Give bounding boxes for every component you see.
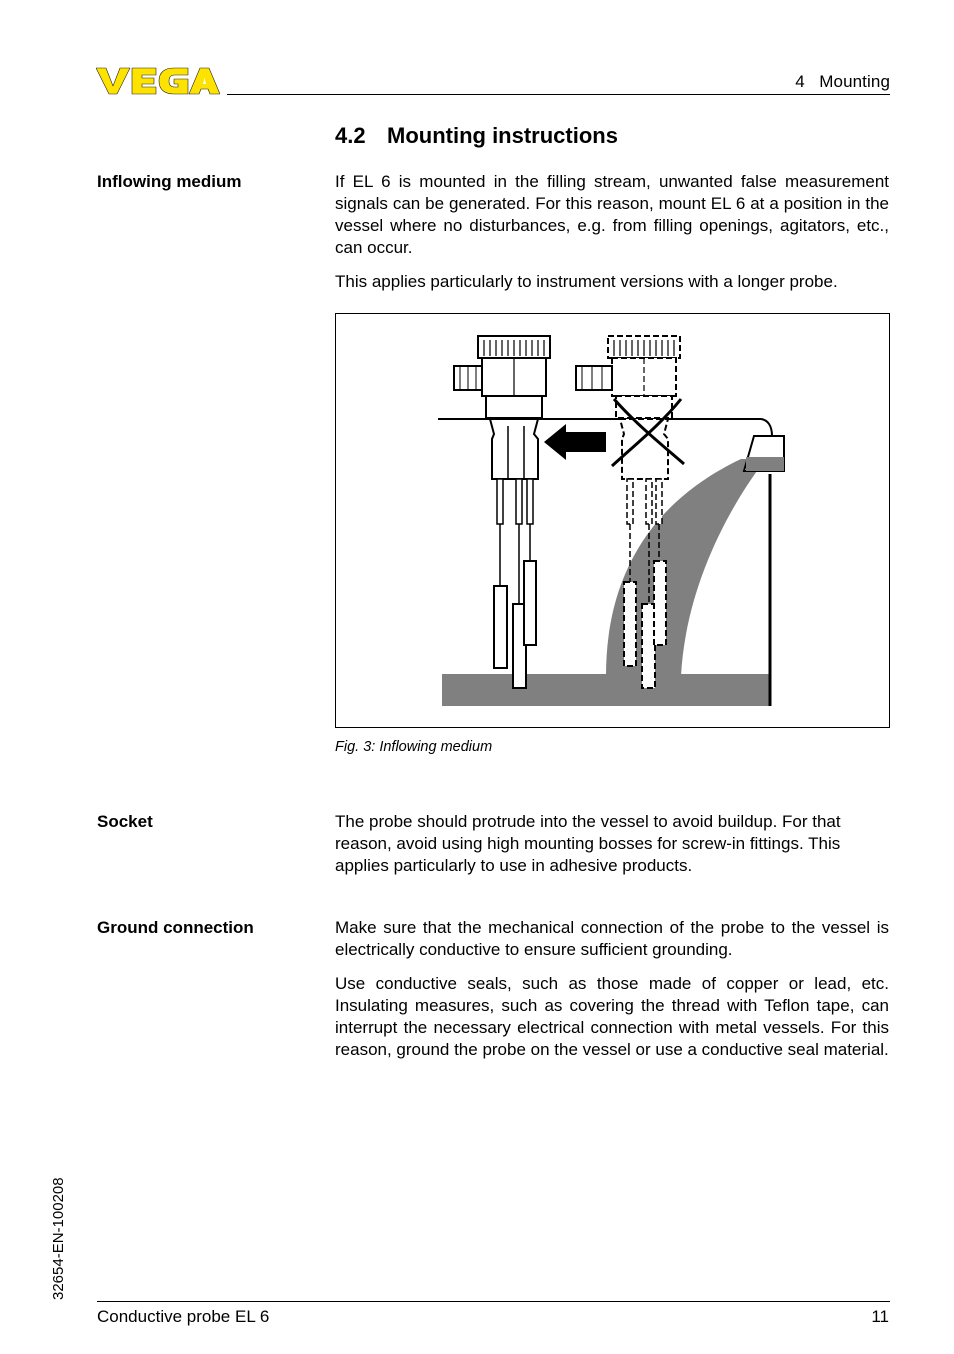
ground-paragraph-1: Make sure that the mechanical connection of the probe to the vessel is electrically conductive to ensure sufficient grounding. bbox=[335, 918, 889, 959]
ground-paragraph-2: Use conductive seals, such as those made of copper or lead, etc. Insulating measures, such as covering the thread with Teflon tape, can interrupt the necessary electrical connection with metal vessels. For this reason, ground the probe on the vessel or use a conductive seal material. bbox=[335, 974, 889, 1059]
footer-rule bbox=[97, 1301, 890, 1302]
label-socket: Socket bbox=[97, 812, 153, 831]
label-inflowing-medium: Inflowing medium bbox=[97, 172, 242, 191]
vega-logo bbox=[96, 66, 220, 96]
label-ground-connection: Ground connection bbox=[97, 918, 254, 937]
figure-inflowing-medium bbox=[335, 313, 890, 728]
figure-illustration bbox=[336, 314, 889, 727]
inflowing-paragraph-2: This applies particularly to instrument versions with a longer probe. bbox=[335, 272, 838, 291]
section-title: Mounting instructions bbox=[387, 123, 618, 148]
header-rule bbox=[227, 94, 890, 95]
footer-product: Conductive probe EL 6 bbox=[97, 1307, 270, 1326]
page-number: 11 bbox=[871, 1307, 889, 1326]
arrow-icon bbox=[544, 424, 606, 460]
chapter-title: 4 Mounting bbox=[795, 72, 890, 91]
figure-caption: Fig. 3: Inflowing medium bbox=[335, 739, 493, 755]
document-id: 32654-EN-100208 bbox=[50, 1177, 67, 1300]
probe-wrong bbox=[576, 336, 680, 688]
section-number: 4.2 bbox=[335, 123, 366, 148]
probe-correct bbox=[454, 336, 550, 688]
section-heading bbox=[335, 123, 618, 149]
medium-pool bbox=[442, 674, 770, 706]
socket-paragraph: The probe should protrude into the vessel to avoid buildup. For that reason, avoid using high mounting bosses for screw-in fittings. This applies particularly to use in adhesive products. bbox=[335, 812, 841, 875]
inflowing-paragraph-1: If EL 6 is mounted in the filling stream, unwanted false measurement signals can be generated. For this reason, mount EL 6 at a position in the vessel where no disturbances, e.g. from filling openings, agitators, etc., can occur. bbox=[335, 172, 889, 257]
